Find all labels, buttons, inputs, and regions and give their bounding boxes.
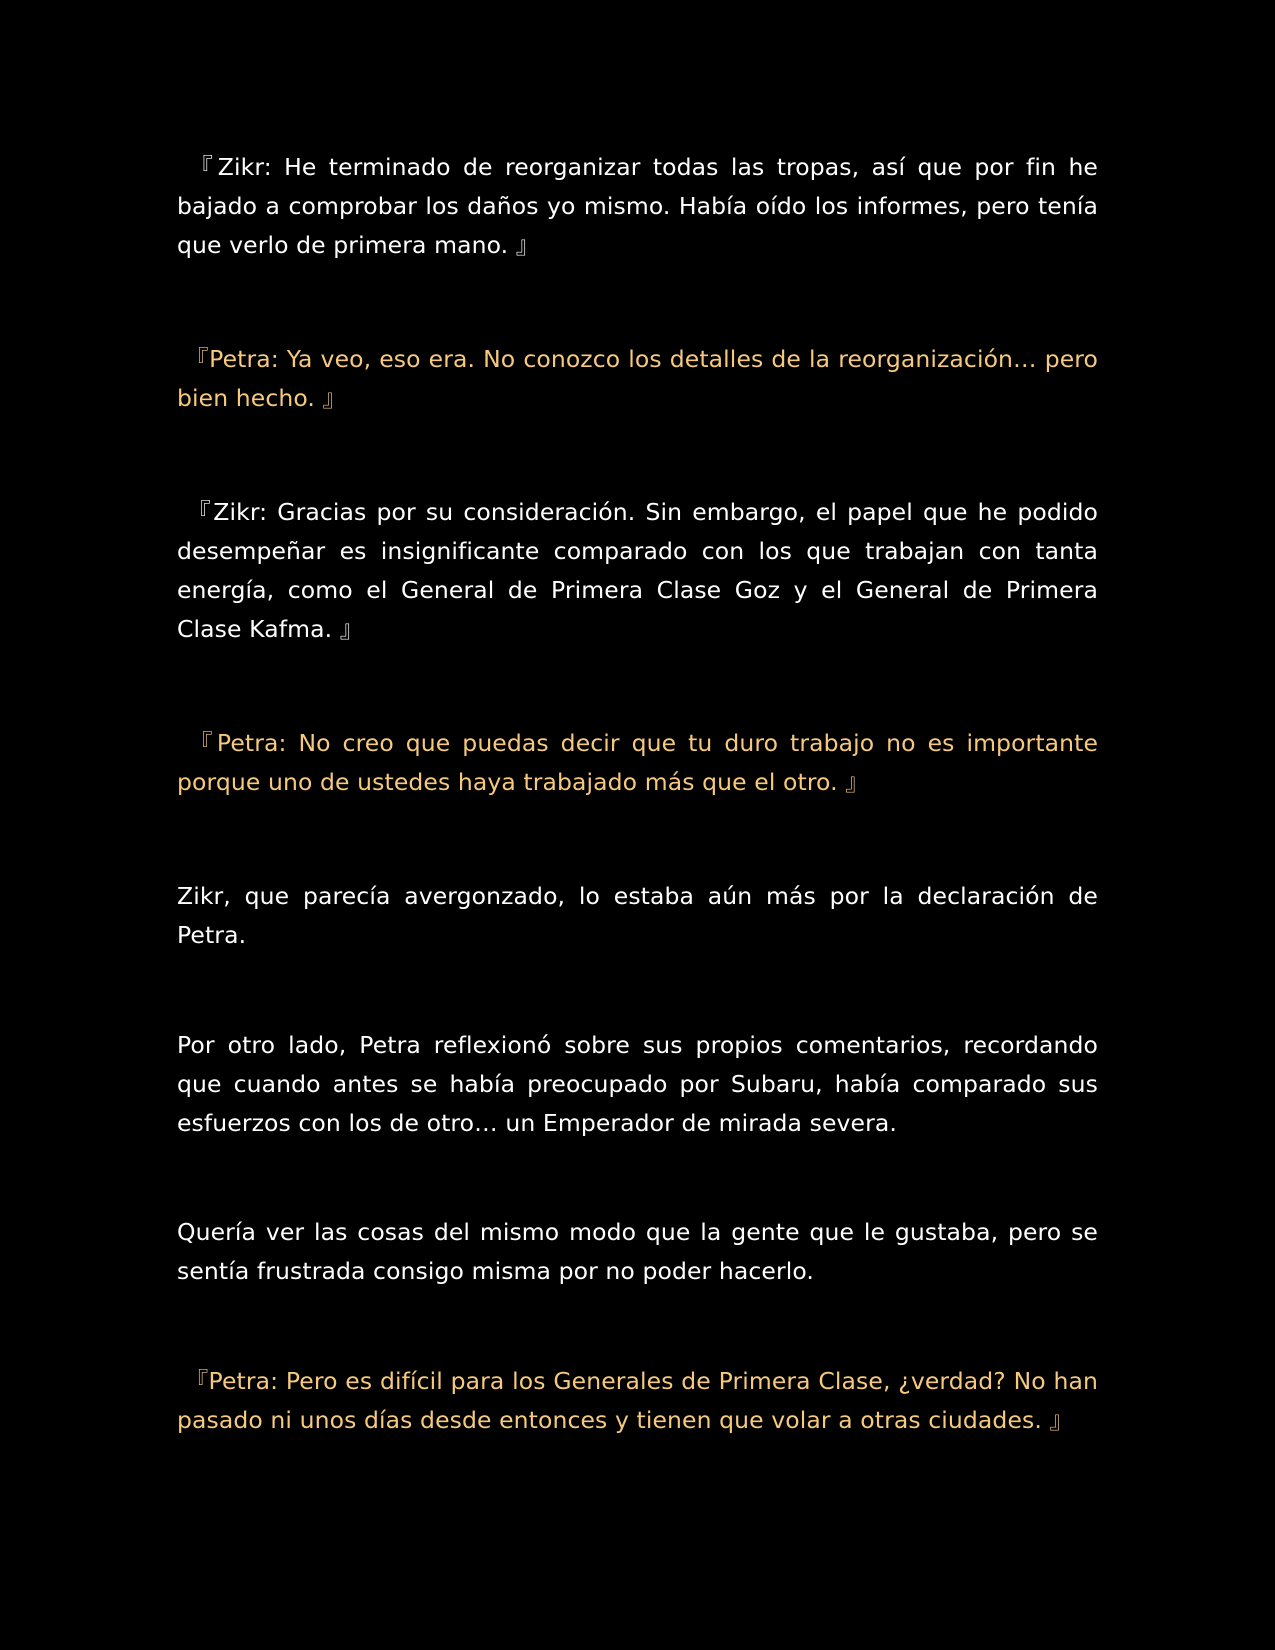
dialogue-petra: 『Petra: No creo que puedas decir que tu duro trabajo no es importante porque uno de ustedes haya trabajado más que el otro. 』 (177, 729, 1098, 796)
dialogue-zikr: 『Zikr: Gracias por su consideración. Sin embargo, el papel que he podido desempeñar es insignificante comparado con los que trabajan con tanta energía, como el General de Primera Clase Goz y el General de Primera Clase Kafma. 』 (177, 498, 1098, 643)
narration-paragraph: Zikr, que parecía avergonzado, lo estaba aún más por la declaración de Petra. (177, 882, 1098, 949)
dialogue-petra: 『Petra: Pero es difícil para los Generales de Primera Clase, ¿verdad? No han pasado ni unos días desde entonces y tienen que volar a otras ciudades. 』 (177, 1367, 1098, 1434)
narration-paragraph: Por otro lado, Petra reflexionó sobre sus propios comentarios, recordando que cuando antes se había preocupado por Subaru, había comparado sus esfuerzos con los de otro… un Emperador de mirada severa. (177, 1031, 1098, 1137)
dialogue-zikr: 『Zikr: He terminado de reorganizar todas las tropas, así que por fin he bajado a comprobar los daños yo mismo. Había oído los informes, pero tenía que verlo de primera mano. 』 (177, 153, 1098, 259)
narration-paragraph: Quería ver las cosas del mismo modo que la gente que le gustaba, pero se sentía frustrada consigo misma por no poder hacerlo. (177, 1218, 1098, 1285)
dialogue-petra: 『Petra: Ya veo, eso era. No conozco los detalles de la reorganización… pero bien hecho. 』 (177, 345, 1098, 412)
